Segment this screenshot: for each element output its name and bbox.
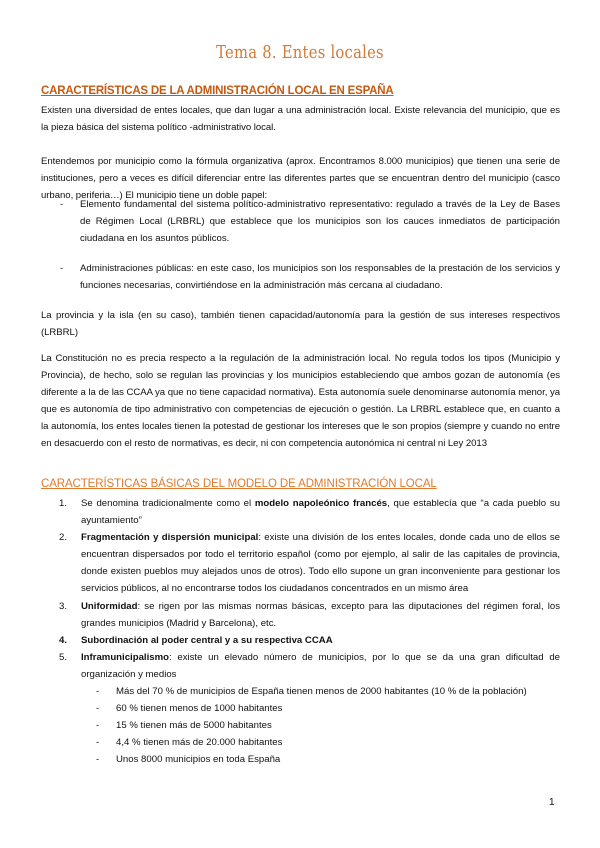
- section-heading-caracteristicas-basicas: CARACTERÍSTICAS BÁSICAS DEL MODELO DE ADMINISTRACIÓN LOCAL: [41, 478, 437, 490]
- numbered-item: [59, 495, 560, 529]
- sub-bullet-item: [96, 734, 556, 751]
- sub-bullet-item: [96, 717, 556, 734]
- sub-bullet-item: [96, 683, 556, 700]
- sub-bullet-text: 4,4 % tienen más de 20.000 habitantes: [116, 737, 283, 748]
- item-text: Uniformidad: se rigen por las mismas normas básicas, excepto para las diputaciones del régimen foral, los grandes municipios (Madrid y Barcelona), etc.: [81, 601, 560, 629]
- item-number: 2.: [59, 532, 68, 543]
- bullet-marker: -: [96, 703, 100, 714]
- item-text: Fragmentación y dispersión municipal: existe una división de los entes locales, donde cada uno de ellos se encuentran dispersados por todo el territorio español (como por ejemplo, al salir de las capitales de provincia, donde existen pueblos muy alejados unos de otros). Todo ello supone un gran inconveniente para gestionar los servicios públicos, al no encontrarse todos los ciudadanos concentrados en un mismo área: [81, 532, 561, 594]
- bullet-marker: -: [96, 720, 100, 731]
- item-number: 4.: [59, 635, 68, 646]
- numbered-item: [59, 649, 560, 683]
- section-heading-caracteristicas-administracion-local: CARACTERÍSTICAS DE LA ADMINISTRACIÓN LOCAL EN ESPAÑA: [41, 85, 394, 97]
- page-number: 1: [549, 797, 555, 808]
- paragraph-entes-locales: Existen una diversidad de entes locales, que dan lugar a una administración local. Existe relevancia del municipio, que es la pieza básica del sistema político -administrativo local.: [41, 105, 560, 133]
- sub-bullet-item: [96, 751, 556, 768]
- bullet-text: Elemento fundamental del sistema político-administrativo representativo: regulado a través de la Ley de Bases de Régimen Local (LRBRL) que establece que los municipios son los cauces inmediatos de participación ciudadana en los asuntos públicos.: [80, 199, 560, 244]
- item-number: 5.: [59, 652, 68, 663]
- numbered-item: [59, 529, 560, 597]
- item-number: 3.: [59, 601, 68, 612]
- paragraph-constitucion: La Constitución no es precia respecto a la regulación de la administración local. No regula todos los tipos (Municipio y Provincia), de hecho, solo se regulan las provincias y los municipios estableciendo que ambos gozan de autonomía (es diferente a la de las CCAA ya que no tiene capacidad normativa). Esta autonomía suele denominarse autonomía menor, ya que es autonomía de tipo administrativo con competencias de ejecución o gestión. La LRBRL establece que, en cuanto a la autonomía, los entes locales tienen la potestad de gestionar los intereses que le son propios (siempre y cuando no entre en desacuerdo con el resto de normativas, es decir, ni con competencia autonómica ni central ni Ley 2013: [41, 353, 560, 449]
- numbered-item: [59, 598, 560, 632]
- page-title: Tema 8. Entes locales: [216, 42, 384, 63]
- bullet-item: [60, 260, 560, 294]
- item-text: Se denomina tradicionalmente como el modelo napoleónico francés, que establecía que “a cada pueblo su ayuntamiento”: [81, 498, 560, 526]
- sub-bullet-text: Unos 8000 municipios en toda España: [116, 754, 281, 765]
- bullet-marker: -: [60, 199, 64, 210]
- item-text: Subordinación al poder central y a su respectiva CCAA: [81, 635, 333, 646]
- item-text: Inframunicipalismo: existe un elevado número de municipios, por lo que se da una gran dificultad de organización y medios: [81, 652, 560, 680]
- sub-bullet-text: 15 % tienen más de 5000 habitantes: [116, 720, 272, 731]
- sub-bullet-text: 60 % tienen menos de 1000 habitantes: [116, 703, 283, 714]
- bullet-marker: -: [96, 754, 100, 765]
- bullet-marker: -: [96, 686, 100, 697]
- numbered-item: [59, 632, 560, 649]
- item-number: 1.: [59, 498, 68, 509]
- paragraph-municipio: Entendemos por municipio como la fórmula organizativa (aprox. Encontramos 8.000 municipios) que tienen una serie de instituciones, pero a veces es difícil diferenciar entre las diferentes partes que se encuentran dentro del municipio (casco urbano, periferia…) El municipio tiene un doble papel:: [41, 156, 560, 201]
- bullet-marker: -: [96, 737, 100, 748]
- paragraph-provincia: La provincia y la isla (en su caso), también tienen capacidad/autonomía para la gestión de sus intereses respectivos (LRBRL): [41, 310, 560, 338]
- bullet-item: [60, 196, 560, 247]
- sub-bullet-item: [96, 700, 556, 717]
- bullet-text: Administraciones públicas: en este caso, los municipios son los responsables de la prestación de los servicios y funciones necesarias, convirtiéndose en la administración más cercana al ciudadano.: [80, 263, 560, 291]
- bullet-marker: -: [60, 263, 64, 274]
- sub-bullet-text: Más del 70 % de municipios de España tienen menos de 2000 habitantes (10 % de la población): [116, 686, 527, 697]
